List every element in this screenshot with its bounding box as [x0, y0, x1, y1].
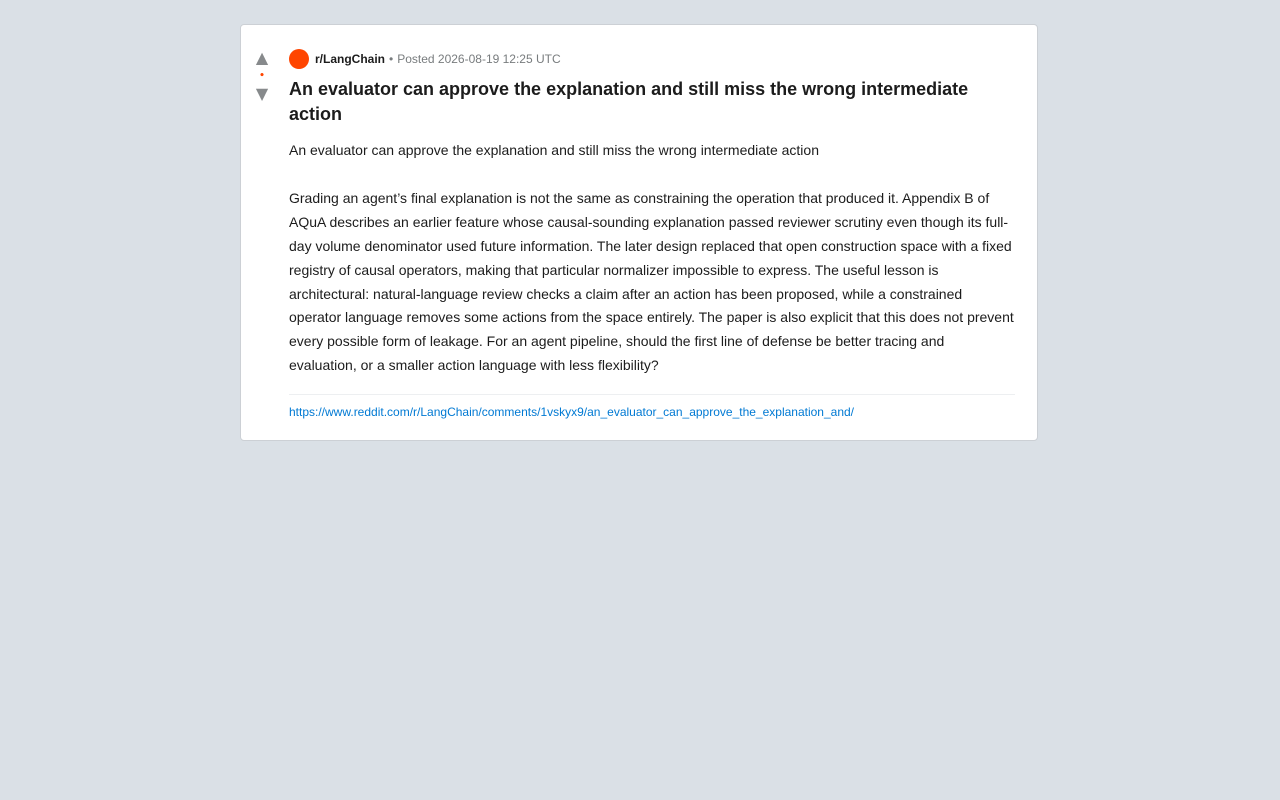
downvote-icon[interactable]: ▼: [255, 84, 269, 103]
post-permalink[interactable]: https://www.reddit.com/r/LangChain/comments/1vskyx9/an_evaluator_can_approve_the_explanation_and/: [289, 405, 855, 420]
subreddit-link[interactable]: r/LangChain: [315, 52, 386, 66]
post-body-paragraph: An evaluator can approve the explanation and still miss the wrong intermediate action: [289, 142, 819, 158]
post-body-paragraph: Grading an agent’s final explanation is not the same as constraining the operation that produced it. Appendix B of AQuA describes an earlier feature whose causal-sounding explanation passed reviewer scrutiny even though its full-day volume denominator used future information. The later design replaced that open construction space with a fixed registry of causal operators, making that particular normalizer impossible to express. The useful lesson is architectural: natural-language review checks a claim after an action has been proposed, while a constrained operator language removes some actions from the space entirely. The paper is also explicit that this does not prevent every possible form of leakage. For an agent pipeline, should the first line of defense be better tracing and evaluation, or a smaller action language with less flexibility?: [289, 189, 1014, 374]
post-content: [289, 49, 1015, 419]
vote-column: [253, 49, 271, 103]
post-meta: [289, 49, 1015, 69]
post-card: [240, 24, 1038, 441]
post-timestamp: Posted 2026-08-19 12:25 UTC: [397, 52, 561, 66]
post-title[interactable]: An evaluator can approve the explanation and still miss the wrong intermediate action: [289, 79, 969, 124]
meta-separator: •: [389, 52, 394, 66]
upvote-icon[interactable]: ▲: [255, 48, 269, 67]
post-body: [289, 139, 1015, 378]
vote-score: •: [259, 71, 265, 81]
divider: [289, 394, 1015, 395]
subreddit-avatar[interactable]: [289, 49, 309, 69]
